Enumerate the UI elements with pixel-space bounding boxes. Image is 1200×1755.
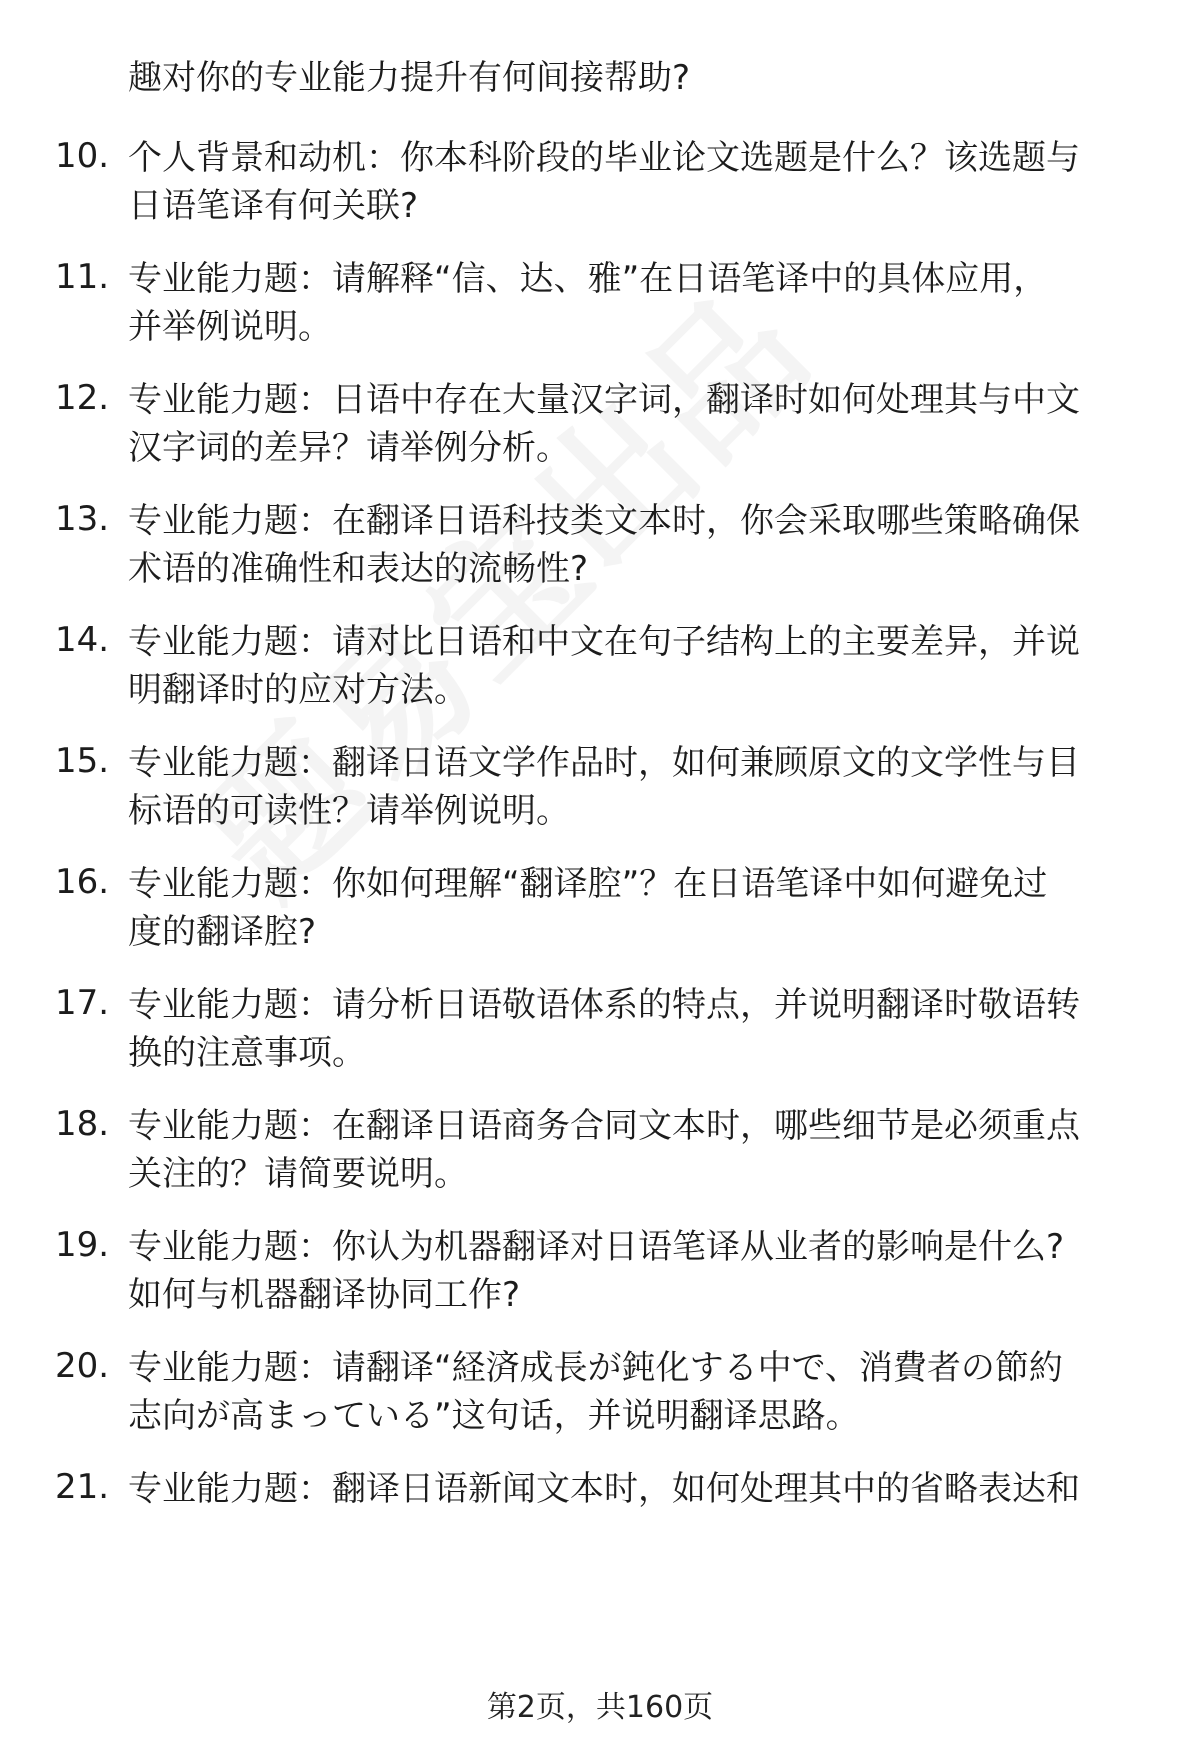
item-text-line: 专业能力题：请翻译“経済成長が鈍化する中で、消費者の節約 bbox=[128, 1348, 1063, 1388]
item-number: 10. bbox=[55, 136, 110, 176]
item-text bbox=[128, 1344, 1138, 1440]
item-number: 21. bbox=[55, 1467, 110, 1507]
item-text-line: 专业能力题：你如何理解“翻译腔”？在日语笔译中如何避免过 bbox=[128, 864, 1048, 904]
item-text-line: 专业能力题：你认为机器翻译对日语笔译从业者的影响是什么? bbox=[128, 1227, 1065, 1267]
item-text-line: 并举例说明。 bbox=[128, 307, 332, 347]
item-text bbox=[128, 1223, 1138, 1319]
item-text-line: 专业能力题：请分析日语敬语体系的特点，并说明翻译时敬语转 bbox=[128, 985, 1080, 1025]
item-number: 16. bbox=[55, 862, 110, 902]
item-number: 18. bbox=[55, 1104, 110, 1144]
item-text-line: 专业能力题：在翻译日语商务合同文本时，哪些细节是必须重点 bbox=[128, 1106, 1080, 1146]
item-text-line: 度的翻译腔? bbox=[128, 912, 317, 952]
item-number: 20. bbox=[55, 1346, 110, 1386]
item-text-line: 专业能力题：在翻译日语科技类文本时，你会采取哪些策略确保 bbox=[128, 501, 1080, 541]
item-text bbox=[128, 860, 1138, 956]
item-text bbox=[128, 618, 1138, 714]
item-text-line: 标语的可读性？请举例说明。 bbox=[128, 791, 570, 831]
item-text bbox=[128, 376, 1138, 472]
continuation-line: 趣对你的专业能力提升有何间接帮助? bbox=[128, 58, 691, 98]
item-number: 11. bbox=[55, 257, 110, 297]
item-number: 19. bbox=[55, 1225, 110, 1265]
item-number: 14. bbox=[55, 620, 110, 660]
item-text-line: 术语的准确性和表达的流畅性? bbox=[128, 549, 589, 589]
item-text-line: 专业能力题：请对比日语和中文在句子结构上的主要差异，并说 bbox=[128, 622, 1080, 662]
item-text-line: 志向が高まっている”这句话，并说明翻译思路。 bbox=[128, 1396, 860, 1436]
item-text-line: 汉字词的差异？请举例分析。 bbox=[128, 428, 570, 468]
item-text bbox=[128, 497, 1138, 593]
item-text-line: 专业能力题：翻译日语文学作品时，如何兼顾原文的文学性与目 bbox=[128, 743, 1080, 783]
item-number: 13. bbox=[55, 499, 110, 539]
item-text-line: 如何与机器翻译协同工作? bbox=[128, 1275, 521, 1315]
item-text bbox=[128, 739, 1138, 835]
item-text bbox=[128, 255, 1138, 351]
item-text bbox=[128, 981, 1138, 1077]
item-text-line: 个人背景和动机：你本科阶段的毕业论文选题是什么？该选题与 bbox=[128, 138, 1080, 178]
item-number: 17. bbox=[55, 983, 110, 1023]
item-text-line: 关注的？请简要说明。 bbox=[128, 1154, 468, 1194]
item-number: 12. bbox=[55, 378, 110, 418]
item-text-line: 换的注意事项。 bbox=[128, 1033, 366, 1073]
item-text bbox=[128, 1465, 1138, 1513]
item-text bbox=[128, 1102, 1138, 1198]
item-text-line: 专业能力题：翻译日语新闻文本时，如何处理其中的省略表达和 bbox=[128, 1469, 1080, 1509]
item-text-line: 专业能力题：请解释“信、达、雅”在日语笔译中的具体应用， bbox=[128, 259, 1048, 299]
item-text-line: 专业能力题：日语中存在大量汉字词，翻译时如何处理其与中文 bbox=[128, 380, 1080, 420]
item-number: 15. bbox=[55, 741, 110, 781]
page-footer: 第2页，共160页 bbox=[486, 1690, 714, 1725]
item-text-line: 日语笔译有何关联? bbox=[128, 186, 419, 226]
item-text-line: 明翻译时的应对方法。 bbox=[128, 670, 468, 710]
item-text bbox=[128, 134, 1138, 230]
